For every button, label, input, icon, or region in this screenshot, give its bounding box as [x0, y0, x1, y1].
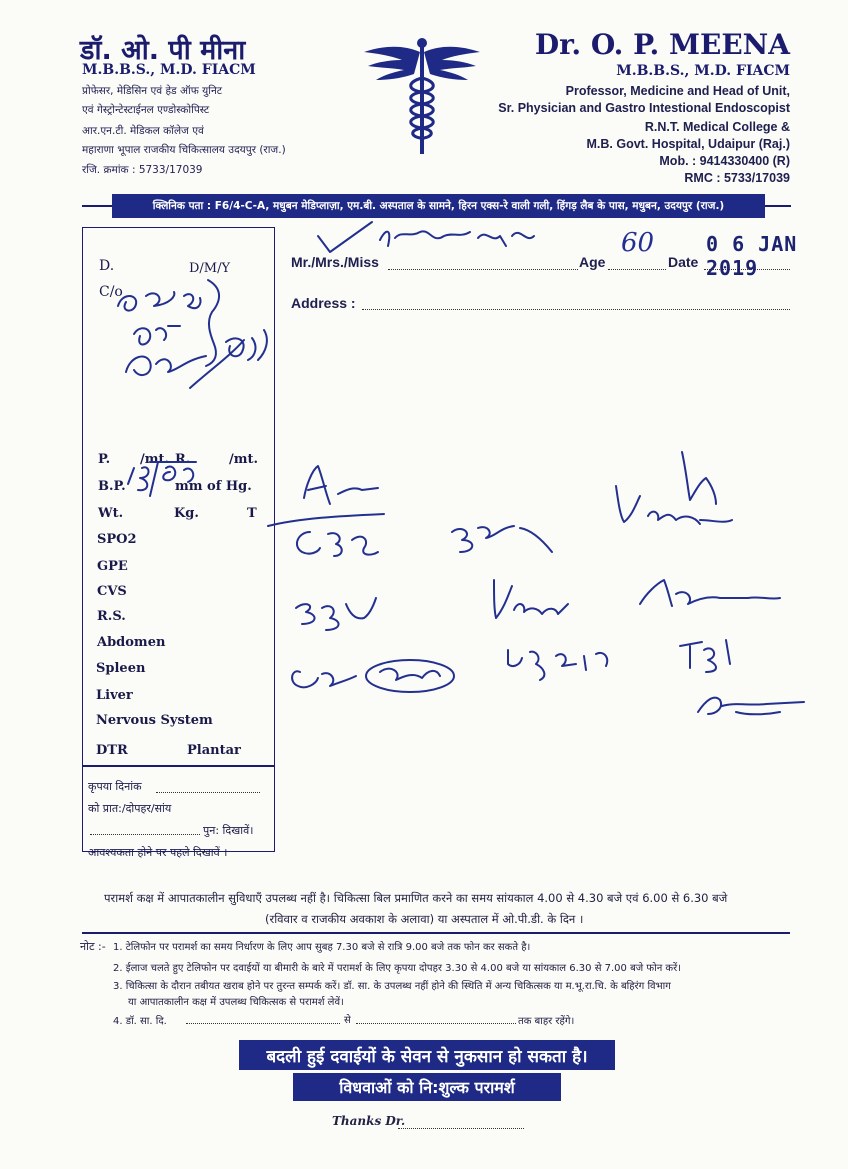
designation-english-2: Sr. Physician and Gastro Intestional Endoscopist [498, 101, 790, 115]
footer-rule [82, 932, 790, 934]
d-label: D. [99, 258, 115, 274]
note-2: 2. ईलाज चलते हुए टेलिफोन पर दवाईयों या बीमारी के बारे में परामर्श के लिए कृपया दोपहर 3.30 से 4.00 बजे या सांयकाल 6.30 से 7.00 बजे फोन करें। [113, 963, 681, 974]
note-4-to-line[interactable] [356, 1022, 516, 1024]
followup-separator [82, 765, 275, 767]
note-label: नोट :- [80, 940, 106, 953]
investigation-ultrasound [640, 580, 780, 606]
address-label: Address : [291, 295, 356, 311]
investigation-urine [616, 486, 732, 524]
note-4-end: तक बाहर रहेंगे। [518, 1016, 575, 1027]
rmc-number: RMC : 5733/17039 [684, 171, 790, 185]
note-4-from: से [344, 1015, 351, 1026]
address-rule-right [765, 205, 791, 207]
exam-plantar: Plantar [187, 743, 241, 758]
exam-nervous-system: Nervous System [96, 713, 213, 728]
thanks-dr-line[interactable] [398, 1127, 524, 1129]
weight-unit: Kg. [174, 506, 199, 521]
investigation-ecg [380, 669, 440, 680]
investigation-hba1c [508, 650, 607, 680]
thanks-dr-label: Thanks Dr. [332, 1114, 406, 1128]
doctor-name-english: Dr. O. P. MEENA [534, 28, 790, 61]
co-label: C/o [99, 284, 123, 300]
note-3-cont: या आपातकालीन कक्ष में उपलब्ध चिकित्सक से परामर्श लेवें। [128, 997, 344, 1008]
exam-spleen: Spleen [96, 661, 146, 676]
temp-label: T [247, 506, 257, 521]
registration-hindi: रजि. क्रमांक : 5733/17039 [82, 164, 203, 176]
investigation-lft [296, 598, 376, 630]
investigation-cxr [292, 671, 356, 687]
followup-date-label: कृपया दिनांक [88, 780, 142, 793]
notice-line-2: (रविवार व राजकीय अवकाश के अलावा) या अस्पताल में ओ.पी.डी. के दिन । [265, 912, 584, 926]
degrees-left: M.B.B.S., M.D. FIACM [82, 62, 256, 78]
exam-liver: Liver [96, 688, 133, 703]
followup-early-note: आवश्यकता होने पर पहले दिखावें । [88, 846, 228, 859]
dmy-label: D/M/Y [189, 261, 231, 276]
designation-hindi-2: एवं गेस्ट्रोन्टेस्टाईनल एण्डोस्कोपिस्ट [82, 104, 210, 116]
name-field-line[interactable] [388, 268, 578, 270]
pulse-unit: /mt. [140, 452, 170, 467]
investigation-tsh [680, 640, 730, 672]
exam-rs: R.S. [97, 609, 126, 624]
degrees-right: M.B.B.S., M.D. FIACM [616, 63, 790, 79]
resp-label: R. [175, 452, 191, 467]
designation-english-1: Professor, Medicine and Head of Unit, [565, 84, 790, 98]
followup-time-label: को प्रात:/दोपहर/सांय [88, 802, 172, 815]
bp-unit: mm of Hg. [175, 479, 252, 494]
date-label: Date [668, 254, 699, 270]
exam-dtr: DTR [96, 743, 128, 758]
note-3: 3. चिकित्सा के दौरान तबीयत खराब होने पर तुरन्त सम्पर्क करें। डॉ. सा. के उपलब्ध नहीं होने की स्थिति में अन्य चिकित्सक या म.भू.रा.चि. के बहिरंग विभाग [113, 981, 671, 992]
caduceus-logo [362, 38, 482, 156]
mobile-number: Mob. : 9414330400 (R) [659, 154, 790, 168]
address-rule-left [82, 205, 112, 207]
investigation-cbc [297, 532, 378, 556]
followup-date-line[interactable] [156, 791, 260, 793]
note-1: 1. टेलिफोन पर परामर्श का समय निर्धारण के लिए आप सुबह 7.30 बजे से रात्रि 9.00 बजे तक फोन कर सकते है। [113, 942, 531, 953]
resp-unit: /mt. [229, 452, 259, 467]
weight-label: Wt. [98, 506, 124, 521]
investigation-circle [366, 660, 454, 692]
investigation-afc [304, 466, 378, 504]
exam-abdomen: Abdomen [97, 635, 166, 650]
designation-english-3: R.N.T. Medical College & [644, 120, 790, 134]
doctor-name-hindi: डॉ. ओ. पी मीना [80, 35, 246, 66]
age-label: Age [579, 254, 606, 270]
exam-cvs: CVS [97, 584, 127, 599]
underline-1 [268, 514, 384, 526]
exam-gpe: GPE [97, 559, 128, 574]
designation-hindi-3: आर.एन.टी. मेडिकल कॉलेज एवं [82, 125, 204, 137]
bp-label: B.P. [98, 479, 126, 494]
note-4-from-line[interactable] [186, 1022, 340, 1024]
age-field-line[interactable] [608, 268, 666, 270]
investigation-top-mark [682, 452, 716, 504]
address-field-line[interactable] [362, 308, 790, 310]
clinic-address-bar: क्लिनिक पता : F6/4-C-A, मधुबन मेडिप्लाज़ा, एम.बी. अस्पताल के सामने, हिरन एक्स-रे वाली गली, हिंगड़ लैब के पास, मधुबन, उदयपुर (राज.) [112, 194, 765, 218]
free-consult-banner: विधवाओं को नि:शुल्क परामर्श [293, 1073, 561, 1101]
note-4: 4. डॉ. सा. दि. [113, 1016, 167, 1027]
investigation-rft [452, 526, 552, 552]
followup-blank-line[interactable] [90, 833, 200, 835]
pulse-label: P. [98, 452, 111, 467]
notice-line-1: परामर्श कक्ष में आपातकालीन सुविधाएँ उपलब्ध नहीं है। चिकित्सा बिल प्रमाणित करने का समय सांयकाल 4.00 से 4.30 बजे एवं 6.00 से 6.30 बजे [104, 891, 728, 905]
patient-name-handwriting [380, 231, 534, 246]
followup-revisit: पुन: दिखावें। [203, 824, 254, 837]
exam-spo2: SPO2 [97, 532, 137, 547]
designation-hindi-1: प्रोफेसर, मेडिसिन एवं हेड ऑफ युनिट [82, 85, 223, 97]
investigation-last-note [698, 698, 804, 715]
checkmark-handwriting [318, 222, 372, 252]
designation-english-4: M.B. Govt. Hospital, Udaipur (Raj.) [586, 137, 790, 151]
date-stamp: 0 6 JAN 2019 [706, 232, 798, 280]
designation-hindi-4: महाराणा भूपाल राजकीय चिकित्सालय उदयपुर (राज.) [82, 144, 286, 156]
age-handwritten: 60 [621, 228, 655, 258]
name-label: Mr./Mrs./Miss [291, 254, 379, 270]
investigation-vitd [494, 580, 568, 618]
warning-banner: बदली हुई दवाईयों के सेवन से नुकसान हो सकता है। [239, 1040, 615, 1070]
